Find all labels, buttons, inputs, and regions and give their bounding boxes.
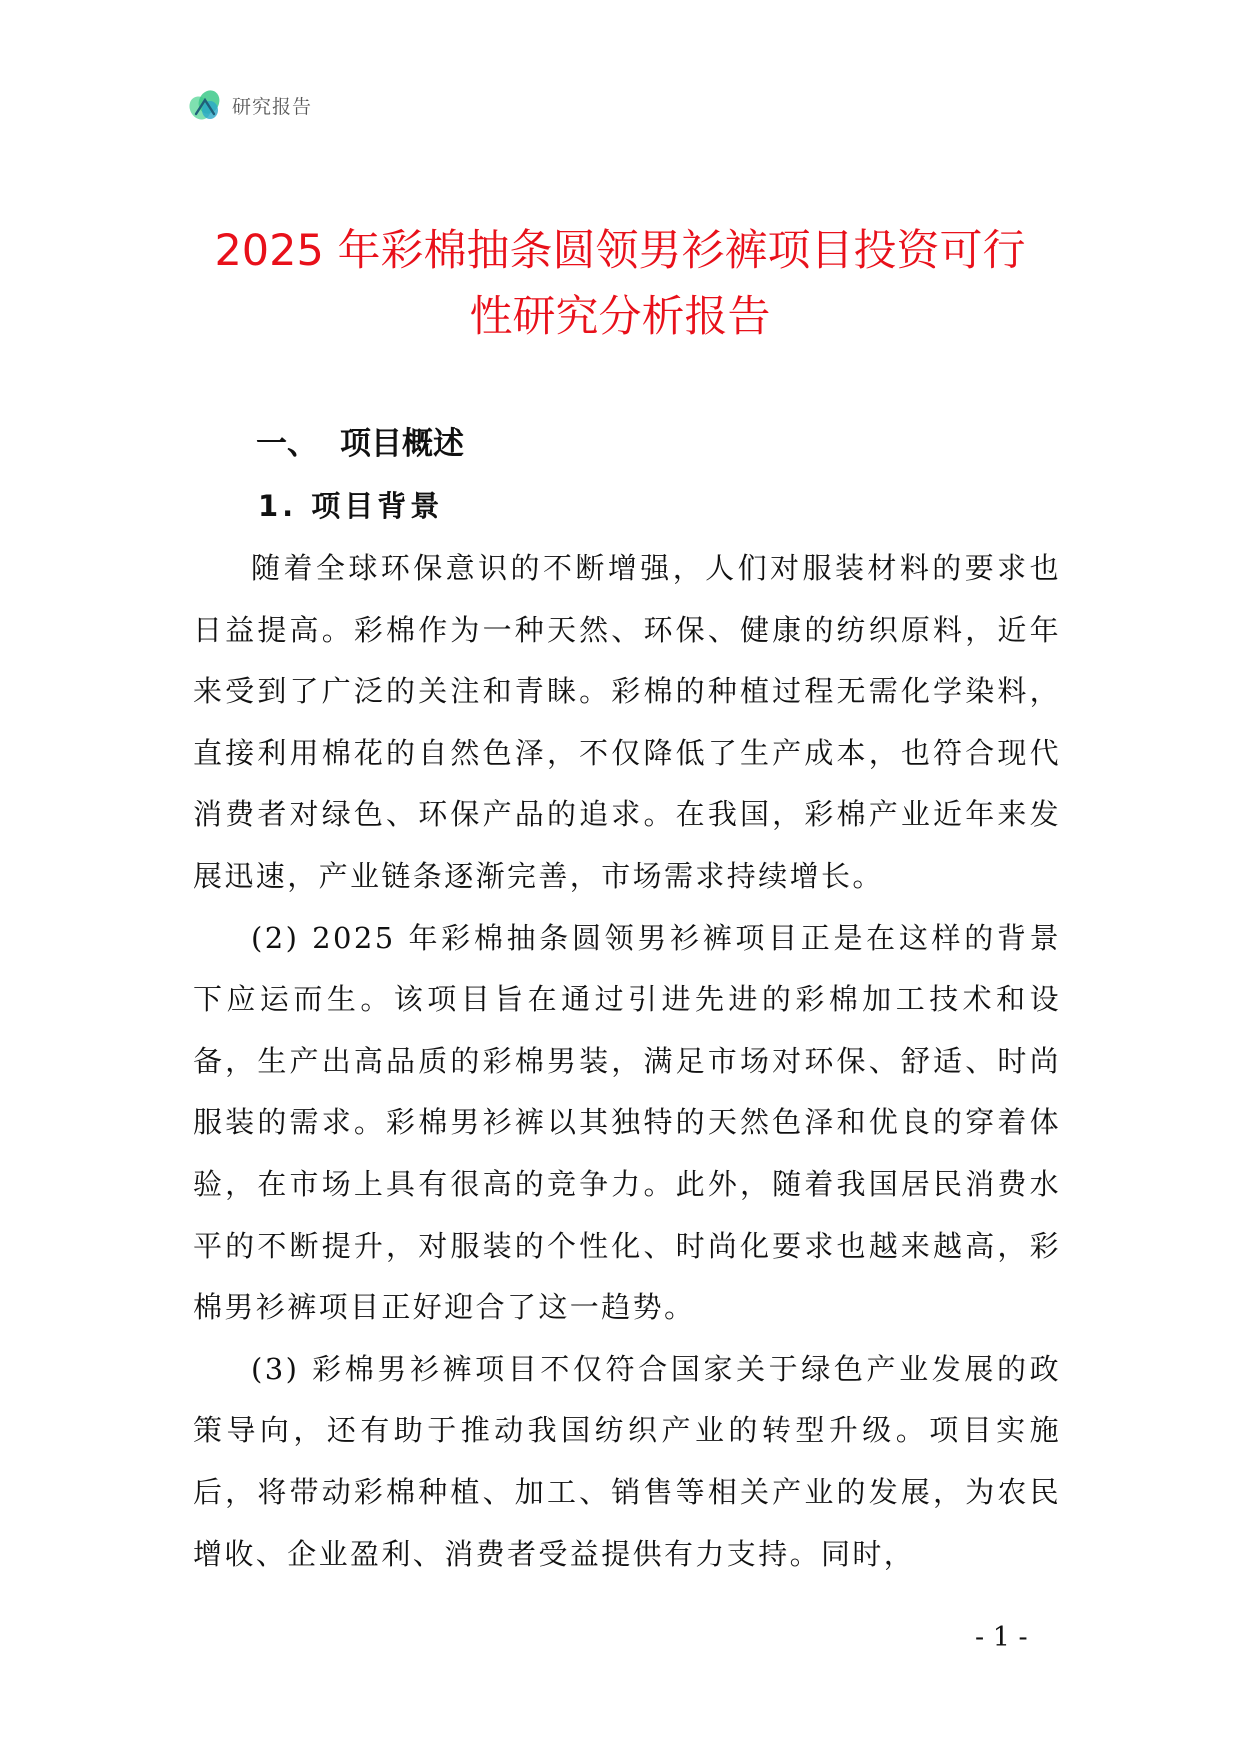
document-title [150,218,1090,350]
section-title: 项目概述 [340,426,464,462]
leaf-logo-icon [188,88,222,122]
title-line-2: 性研究分析报告 [469,292,771,342]
paragraph: 随着全球环保意识的不断增强，人们对服装材料的要求也日益提高。彩棉作为一种天然、环保、健康的纺织原料，近年来受到了广泛的关注和青睐。彩棉的种植过程无需化学染料，直接利用棉花的自然色泽，不仅降低了生产成本，也符合现代消费者对绿色、环保产品的追求。在我国，彩棉产业近年来发展迅速，产业链条逐渐完善，市场需求持续增长。 [193,551,1061,893]
body-text [193,538,1061,1585]
section-heading [256,418,464,463]
header-label: 研究报告 [232,95,313,118]
subsection-heading: 1. 项目背景 [258,489,444,523]
paragraph: (3) 彩棉男衫裤项目不仅符合国家关于绿色产业发展的政策导向，还有助于推动我国纺织产业的转型升级。项目实施后，将带动彩棉种植、加工、销售等相关产业的发展，为农民增收、企业盈利、消费者受益提供有力支持。同时， [193,1351,1061,1571]
section-number: 一、 [256,426,318,462]
report-header [188,88,312,122]
paragraph: (2) 2025 年彩棉抽条圆领男衫裤项目正是在这样的背景下应运而生。该项目旨在通过引进先进的彩棉加工技术和设备，生产出高品质的彩棉男装，满足市场对环保、舒适、时尚服装的需求。彩棉男衫裤以其独特的天然色泽和优良的穿着体验，在市场上具有很高的竞争力。此外，随着我国居民消费水平的不断提升，对服装的个性化、时尚化要求也越来越高，彩棉男衫裤项目正好迎合了这一趋势。 [193,920,1061,1325]
page-number: - 1 - [975,1622,1028,1653]
title-line-1: 2025 年彩棉抽条圆领男衫裤项目投资可行 [214,226,1026,276]
